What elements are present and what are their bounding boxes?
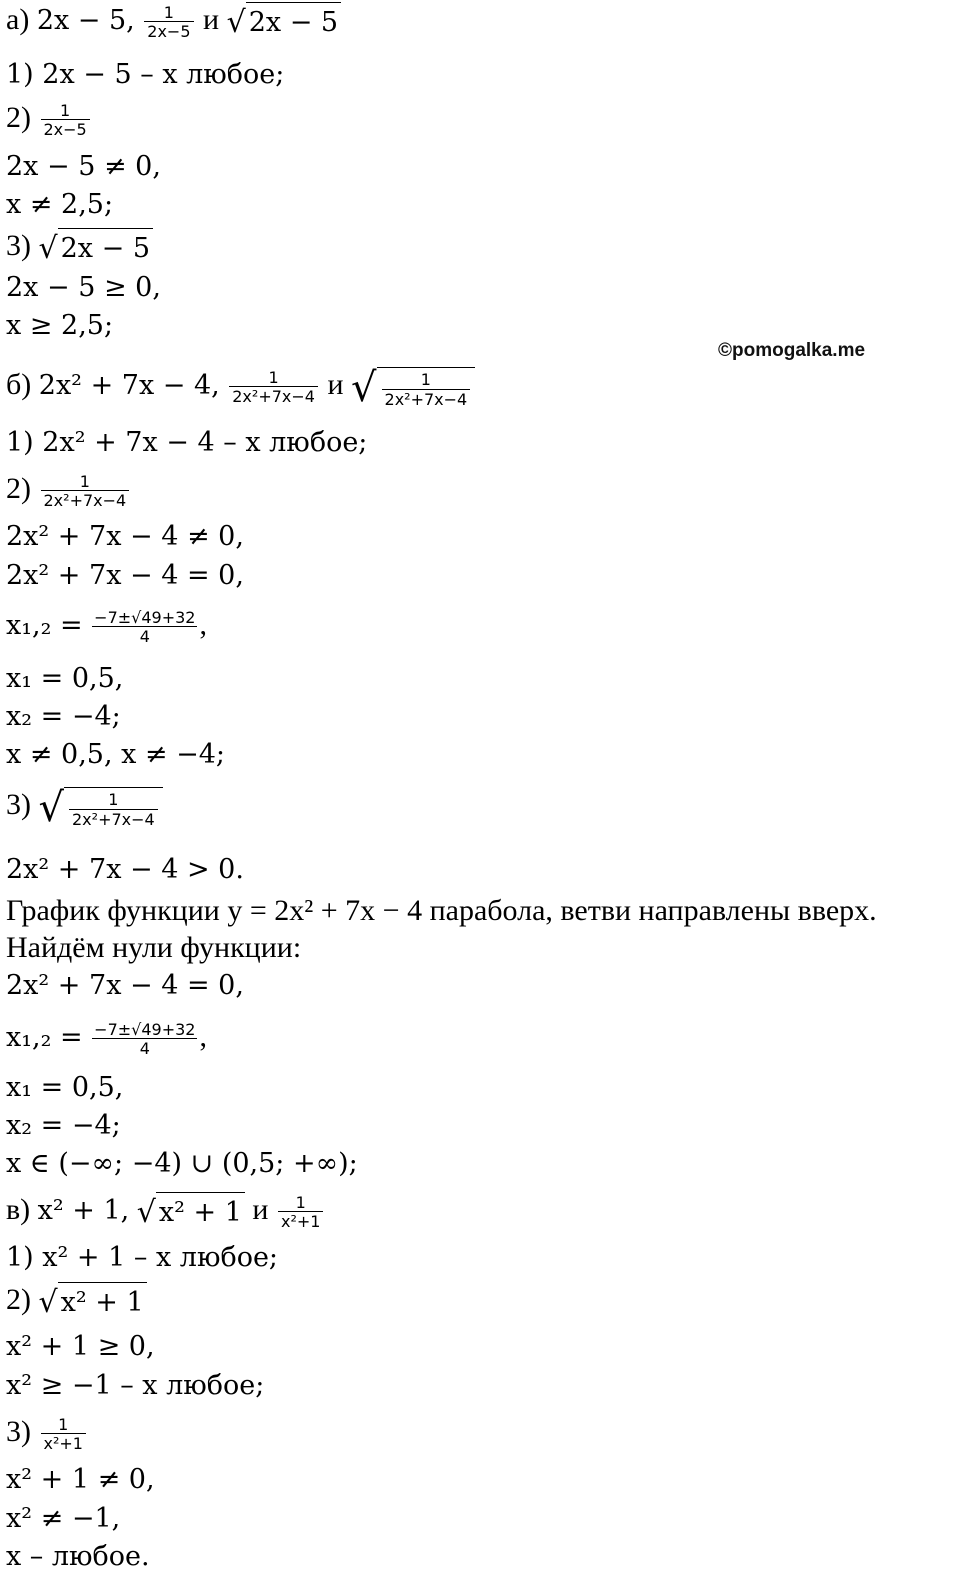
math-line: 3) √ $\frac{1}{\text{2x²+7x−4}}$ bbox=[6, 785, 163, 825]
math-line: 2x − 5 ≠ 0, bbox=[6, 151, 161, 182]
math-line: x₂ = −4; bbox=[6, 701, 121, 732]
math-line: 2x² + 7x − 4 = 0, bbox=[6, 560, 244, 591]
math-line: x₁,₂ = $\frac{-7\pm√49+32}{4}$ , bbox=[6, 607, 207, 647]
math-line: 3) √ 2x − 5 bbox=[6, 226, 153, 266]
expression: 2x² + 7x − 4, bbox=[38, 370, 220, 401]
square-root: √ 2x − 5 bbox=[227, 1, 342, 44]
math-line: x ≥ 2,5; bbox=[6, 310, 114, 341]
fraction: $\frac{-7\pm√49+32}{4}$ bbox=[94, 607, 196, 647]
math-line: 2) $\frac{1}{2x-5}$ bbox=[6, 98, 92, 138]
conjunction: и bbox=[252, 1193, 269, 1226]
square-root: √ 2x − 5 bbox=[39, 227, 154, 270]
fraction: $\frac{1}{\text{x²+1}}$ bbox=[278, 1194, 323, 1231]
part-c-header bbox=[6, 1190, 325, 1230]
part-label: в) bbox=[6, 1193, 31, 1226]
square-root: √ x² + 1 bbox=[39, 1281, 147, 1324]
fraction: $\frac{1}{\text{x²+1}}$ bbox=[41, 1416, 86, 1453]
math-line: 2x² + 7x − 4 > 0. bbox=[6, 854, 244, 885]
math-line: 3) $\frac{1}{\text{x²+1}}$ bbox=[6, 1412, 88, 1452]
math-line: x² + 1 ≥ 0, bbox=[6, 1331, 155, 1362]
math-line: x ∈ (−∞; −4) ∪ (0,5; +∞); bbox=[6, 1148, 358, 1179]
part-a-header bbox=[6, 0, 341, 40]
math-line: 2) √ x² + 1 bbox=[6, 1280, 147, 1320]
watermark: ©pomogalka.me bbox=[718, 340, 866, 361]
expression: 2x − 5, bbox=[36, 5, 135, 36]
fraction: $\frac{-7\pm√49+32}{4}$ bbox=[94, 1019, 196, 1059]
conjunction: и bbox=[327, 368, 344, 401]
fraction: $\frac{1}{\text{2x²+7x−4}}$ bbox=[229, 369, 318, 406]
math-line: x² ≠ −1, bbox=[6, 1503, 121, 1534]
part-label: а) bbox=[6, 3, 30, 36]
math-line: 2x − 5 ≥ 0, bbox=[6, 272, 161, 303]
fraction: $\frac{1}{\text{2x²+7x−4}}$ bbox=[41, 473, 130, 510]
math-line: 1) 2x − 5 – x любое; bbox=[6, 59, 285, 90]
fraction: $\frac{1}{2x-5}$ bbox=[144, 4, 193, 41]
math-line: x₂ = −4; bbox=[6, 1110, 121, 1141]
math-line: 2x² + 7x − 4 = 0, bbox=[6, 970, 244, 1001]
square-root: √ $\frac{1}{\text{2x²+7x−4}}$ bbox=[351, 366, 475, 409]
math-line: x₁,₂ = $\frac{-7\pm√49+32}{4}$ , bbox=[6, 1019, 207, 1059]
math-line: x ≠ 2,5; bbox=[6, 189, 114, 220]
math-line: x₁ = 0,5, bbox=[6, 1072, 124, 1103]
math-line: x² + 1 ≠ 0, bbox=[6, 1464, 155, 1495]
math-line: x ≠ 0,5, x ≠ −4; bbox=[6, 739, 226, 770]
part-b-header bbox=[6, 364, 475, 411]
math-line: 1) 2x² + 7x − 4 – x любое; bbox=[6, 427, 368, 458]
conjunction: и bbox=[203, 3, 220, 36]
math-line: x² ≥ −1 – x любое; bbox=[6, 1370, 265, 1401]
math-line: x – любое. bbox=[6, 1541, 150, 1572]
expression: x² + 1, bbox=[37, 1195, 130, 1226]
square-root: √ x² + 1 bbox=[137, 1191, 245, 1234]
math-line: 2x² + 7x − 4 ≠ 0, bbox=[6, 521, 244, 552]
part-label: б) bbox=[6, 368, 32, 401]
fraction: $\frac{1}{2x-5}$ bbox=[41, 102, 90, 139]
math-line: 2) $\frac{1}{\text{2x²+7x−4}}$ bbox=[6, 469, 131, 509]
text-line: Найдём нули функции: bbox=[6, 931, 302, 964]
math-line: 1) x² + 1 – x любое; bbox=[6, 1242, 279, 1273]
math-line: x₁ = 0,5, bbox=[6, 663, 124, 694]
text-line: График функции y = 2x² + 7x − 4 парабола, ветви направлены вверх. bbox=[6, 894, 877, 927]
square-root: √ $\frac{1}{\text{2x²+7x−4}}$ bbox=[39, 786, 163, 829]
